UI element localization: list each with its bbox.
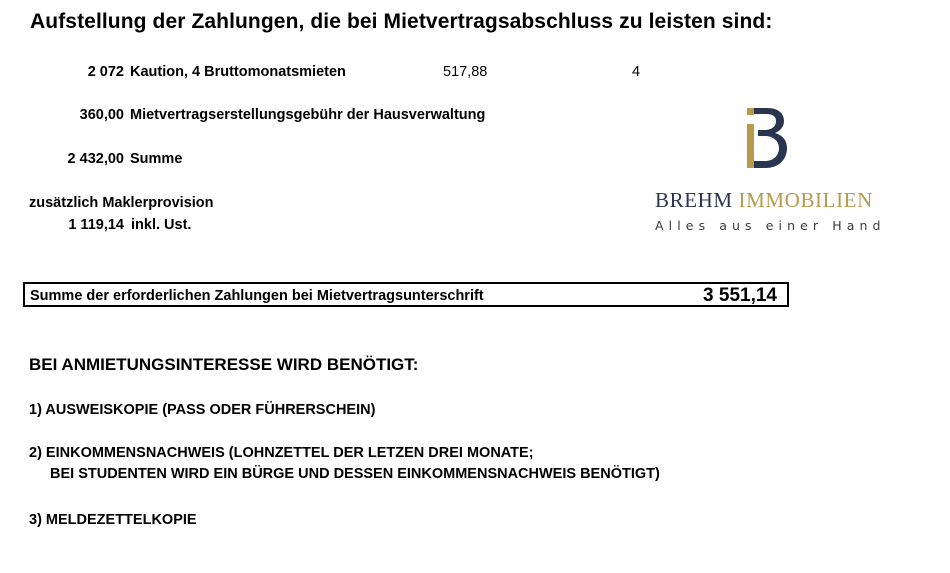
commission-amount: 1 119,14 [68, 217, 124, 233]
brand-name [655, 188, 873, 213]
kaution-amount: 2 072 [87, 64, 124, 80]
fee-label: Mietvertragserstellungsgebühr der Hausverwaltung [130, 107, 486, 123]
brehm-logo-icon [740, 105, 790, 171]
brand-name-part1: BREHM [655, 188, 733, 212]
commission-label: inkl. Ust. [131, 217, 192, 233]
total-value: 3 551,14 [703, 285, 777, 306]
requirement-item-2-line-2: BEI STUDENTEN WIRD EIN BÜRGE UND DESSEN EINKOMMENSNACHWEIS BENÖTIGT) [50, 466, 660, 482]
requirements-heading: BEI ANMIETUNGSINTERESSE WIRD BENÖTIGT: [29, 355, 419, 374]
page-title: Aufstellung der Zahlungen, die bei Mietvertragsabschluss zu leisten sind: [30, 10, 773, 33]
requirement-item-1: 1) AUSWEISKOPIE (PASS ODER FÜHRERSCHEIN) [29, 402, 376, 418]
total-label: Summe der erforderlichen Zahlungen bei Mietvertragsunterschrift [30, 288, 484, 304]
kaution-monthly-rent: 517,88 [443, 64, 488, 80]
total-box [23, 282, 789, 307]
subtotal-label: Summe [130, 151, 183, 167]
brand-tagline: Alles aus einer Hand [655, 218, 886, 233]
brand-name-part2: IMMOBILIEN [738, 188, 873, 212]
fee-amount: 360,00 [79, 107, 124, 123]
kaution-months: 4 [632, 64, 641, 80]
requirement-item-3: 3) MELDEZETTELKOPIE [29, 512, 197, 528]
subtotal-amount: 2 432,00 [67, 151, 124, 167]
kaution-label: Kaution, 4 Bruttomonatsmieten [130, 64, 346, 80]
commission-heading: zusätzlich Maklerprovision [29, 195, 214, 211]
requirement-item-2-line-1: 2) EINKOMMENSNACHWEIS (LOHNZETTEL DER LETZEN DREI MONATE; [29, 445, 534, 461]
